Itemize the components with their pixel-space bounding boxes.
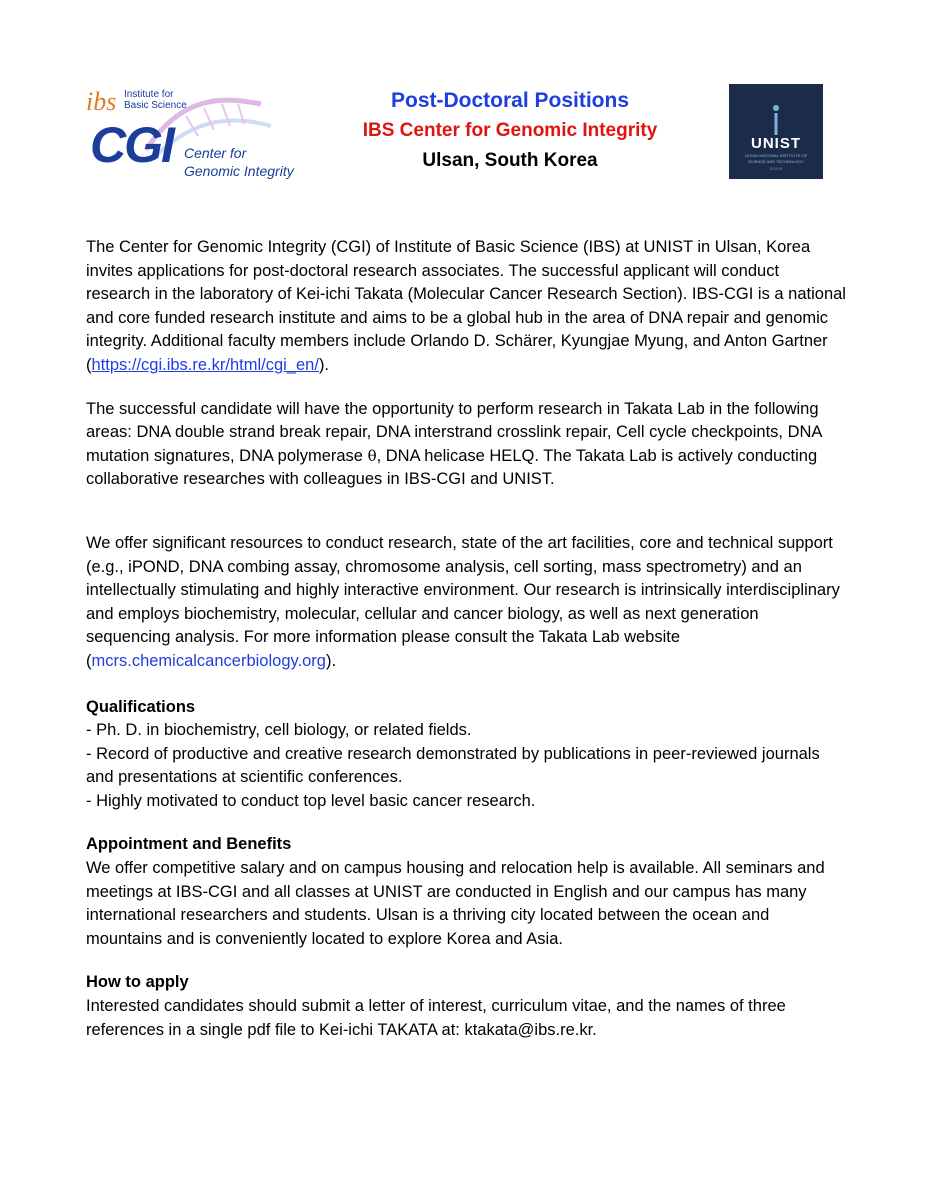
resources-text: We offer significant resources to conduct research, state of the art facilities, core and technical support (e.g., iPOND, DNA combing assay, chromosome analysis, cell sorting, mass spectrometry) and an intellectually stimulating and highly interactive environment. Our research is intrinsically interdisciplinary and employs biochemistry, molecular, cellular and cancer biology, as well as next generation sequencing analysis. For more information please consult the Takata Lab website (	[86, 533, 840, 670]
resources-after: ).	[325, 651, 337, 670]
benefits-heading: Appointment and Benefits	[86, 835, 292, 854]
unist-text-line3: 2 0 0 9	[769, 166, 783, 171]
qualifications-heading: Qualifications	[86, 697, 196, 716]
qualification-item-1: - Ph. D. in biochemistry, cell biology, or related fields.	[86, 721, 472, 740]
unist-emblem-dot	[773, 105, 779, 111]
page-title: Post-Doctoral Positions	[390, 89, 630, 112]
theta-symbol: θ	[367, 446, 377, 465]
intro-paragraph	[86, 236, 846, 378]
qualification-item-3: - Highly motivated to conduct top level basic cancer research.	[86, 791, 536, 810]
ibs-mark: ibs	[86, 87, 117, 116]
unist-text-line1: ULSAN NATIONAL INSTITUTE OF	[744, 153, 808, 158]
research-text-after: , DNA helicase HELQ. The Takata Lab is actively conducting collaborative researches with colleagues in IBS-CGI and UNIST.	[86, 446, 818, 489]
apply-text: Interested candidates should submit a letter of interest, curriculum vitae, and the names of three references in a single pdf file to Kei-ichi TAKATA at: ktakata@ibs.re.kr.	[86, 997, 786, 1039]
intro-after: ).	[318, 355, 330, 374]
takata-lab-website-link[interactable]: mcrs.chemicalcancerbiology.org	[91, 651, 326, 670]
title-block	[300, 86, 720, 176]
cgi-website-link[interactable]: https://cgi.ibs.re.kr/html/cgi_en/	[91, 355, 319, 374]
intro-text: The Center for Genomic Integrity (CGI) of Institute of Basic Science (IBS) at UNIST in Ulsan, Korea invites applications for post-doctoral research associates. The successful applicant will conduct research in the laboratory of Kei-ichi Takata (Molecular Cancer Research Section). IBS-CGI is a national and core funded research institute and aims to be a global hub in the area of DNA repair and genomic integrity. Additional faculty members include Orlando D. Schärer, Kyungjae Myung, and Anton Gartner (	[86, 238, 846, 374]
header	[0, 0, 927, 200]
ibs-text-line2: Basic Science	[124, 100, 187, 111]
unist-logo	[729, 84, 823, 179]
ibs-text-line1: Institute for	[124, 89, 174, 100]
cgi-text-line1: Center for	[184, 145, 247, 161]
location: Ulsan, South Korea	[422, 150, 598, 171]
center-name: IBS Center for Genomic Integrity	[362, 120, 658, 141]
benefits-text: We offer competitive salary and on campus housing and relocation help is available. All seminars and meetings at IBS-CGI and all classes at UNIST are conducted in English and our campus has many international researchers and students. Ulsan is a thriving city located between the ocean and mountains and is conveniently located to explore Korea and Asia.	[86, 859, 825, 948]
research-paragraph	[86, 398, 846, 492]
cgi-mark: CGI	[90, 117, 173, 173]
unist-emblem-bar	[775, 113, 778, 135]
cgi-logo	[86, 86, 296, 184]
document-body	[86, 236, 846, 1042]
unist-mark: UNIST	[751, 135, 801, 152]
unist-text-line2: SCIENCE AND TECHNOLOGY	[747, 159, 805, 164]
cgi-text-line2: Genomic Integrity	[184, 163, 294, 179]
resources-paragraph	[86, 532, 846, 674]
apply-heading: How to apply	[86, 973, 189, 992]
research-text-before: The successful candidate will have the opportunity to perform research in Takata Lab in the following areas: DNA double strand break repair, DNA interstrand crosslink repair, Cell cycle checkpoints, DNA mutation signatures, DNA polymerase	[86, 399, 822, 465]
qualification-item-2: - Record of productive and creative research demonstrated by publications in peer-reviewed journals and presentations at scientific conferences.	[86, 744, 820, 787]
